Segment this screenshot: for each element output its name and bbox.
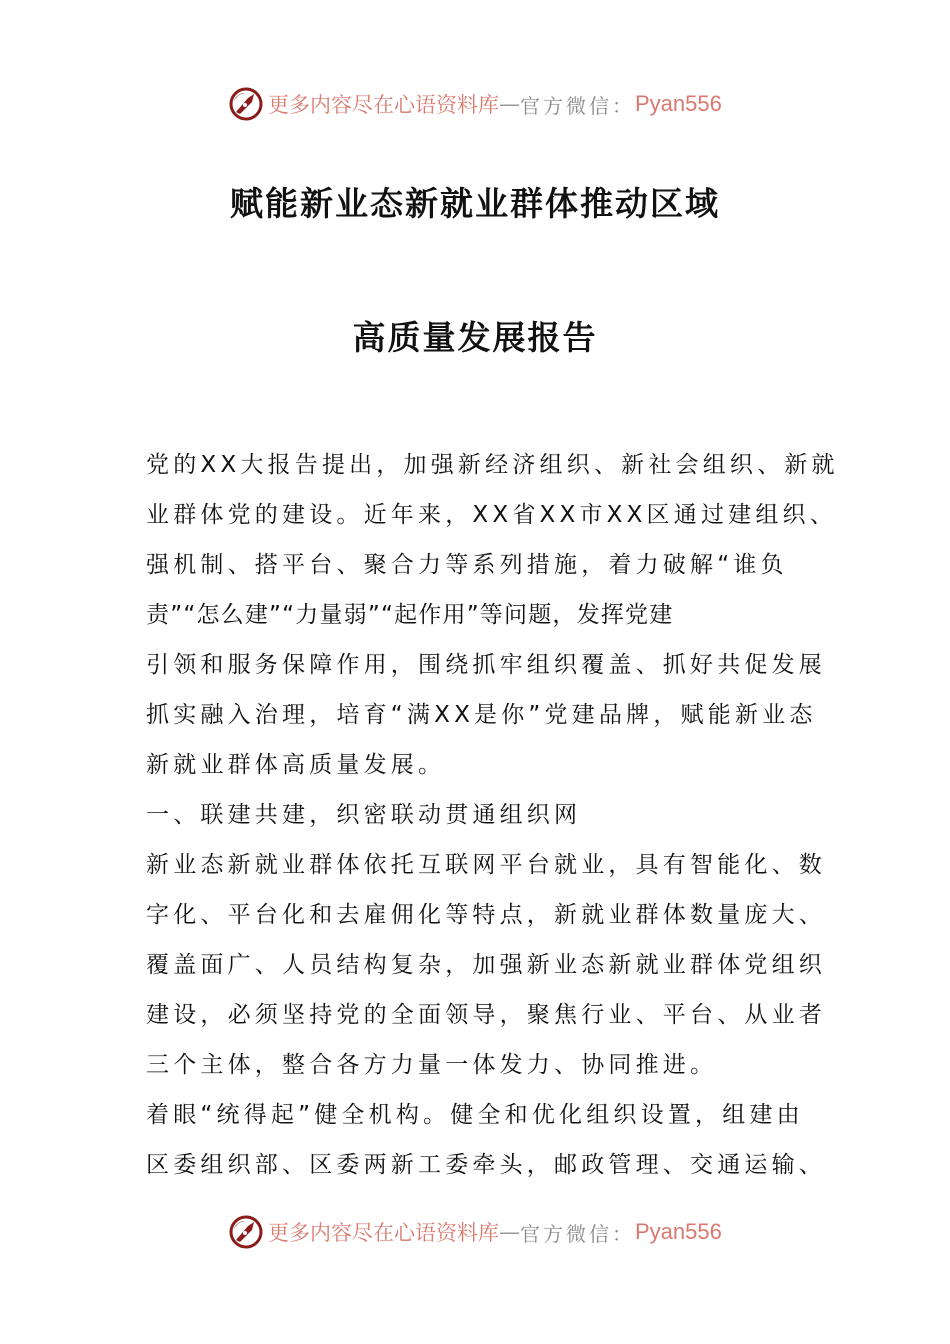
body-line: 抓实融入治理，培育“满XX是你”党建品牌，赋能新业态 [146, 702, 817, 728]
body-line: 覆盖面广、人员结构复杂，加强新业态新就业群体党组织 [146, 952, 826, 978]
header-watermark [228, 82, 722, 126]
body-line: 区委组织部、区委两新工委牵头，邮政管理、交通运输、 [146, 1152, 826, 1178]
body-line: 党的XX大报告提出，加强新经济组织、新社会组织、新就 [146, 452, 839, 478]
watermark-dash: — [499, 1220, 520, 1244]
body-line: 业群体党的建设。近年来，XX省XX市XX区通过建组织、 [146, 502, 837, 528]
watermark-wechat-label: 官方微信： [520, 93, 635, 118]
body-line: 着眼“统得起”健全机构。健全和优化组织设置，组建由 [146, 1102, 804, 1128]
body-line: 新就业群体高质量发展。 [146, 752, 446, 778]
watermark-text: 更多内容尽在心语资料库 [268, 93, 499, 117]
body-line: 字化、平台化和去雇佣化等特点，新就业群体数量庞大、 [146, 902, 826, 928]
body-line: 建设，必须坚持党的全面领导，聚焦行业、平台、从业者 [146, 1002, 826, 1028]
document-title-line-2: 高质量发展报告 [352, 318, 598, 357]
document-title-line-1: 赋能新业态新就业群体推动区域 [230, 184, 720, 223]
pen-nib-logo-icon [228, 1214, 264, 1250]
footer-watermark [228, 1210, 722, 1254]
pen-nib-logo-icon [228, 86, 264, 122]
watermark-wechat-id: Pyan556 [635, 91, 722, 116]
watermark-wechat-id: Pyan556 [635, 1219, 722, 1244]
document-body [146, 440, 839, 1190]
body-line: 新业态新就业群体依托互联网平台就业，具有智能化、数 [146, 852, 826, 878]
watermark-text: 更多内容尽在心语资料库 [268, 1221, 499, 1245]
body-line: 三个主体，整合各方力量一体发力、协同推进。 [146, 1052, 718, 1078]
section-heading: 一、联建共建，织密联动贯通组织网 [146, 802, 582, 828]
watermark-dash: — [499, 92, 520, 116]
watermark-wechat-label: 官方微信： [520, 1221, 635, 1246]
body-line: 引领和服务保障作用，围绕抓牢组织覆盖、抓好共促发展 [146, 652, 826, 678]
body-line: 责”“怎么建”“力量弱”“起作用”等问题，发挥党建 [146, 602, 674, 628]
body-line: 强机制、搭平台、聚合力等系列措施，着力破解“谁负 [146, 552, 788, 578]
